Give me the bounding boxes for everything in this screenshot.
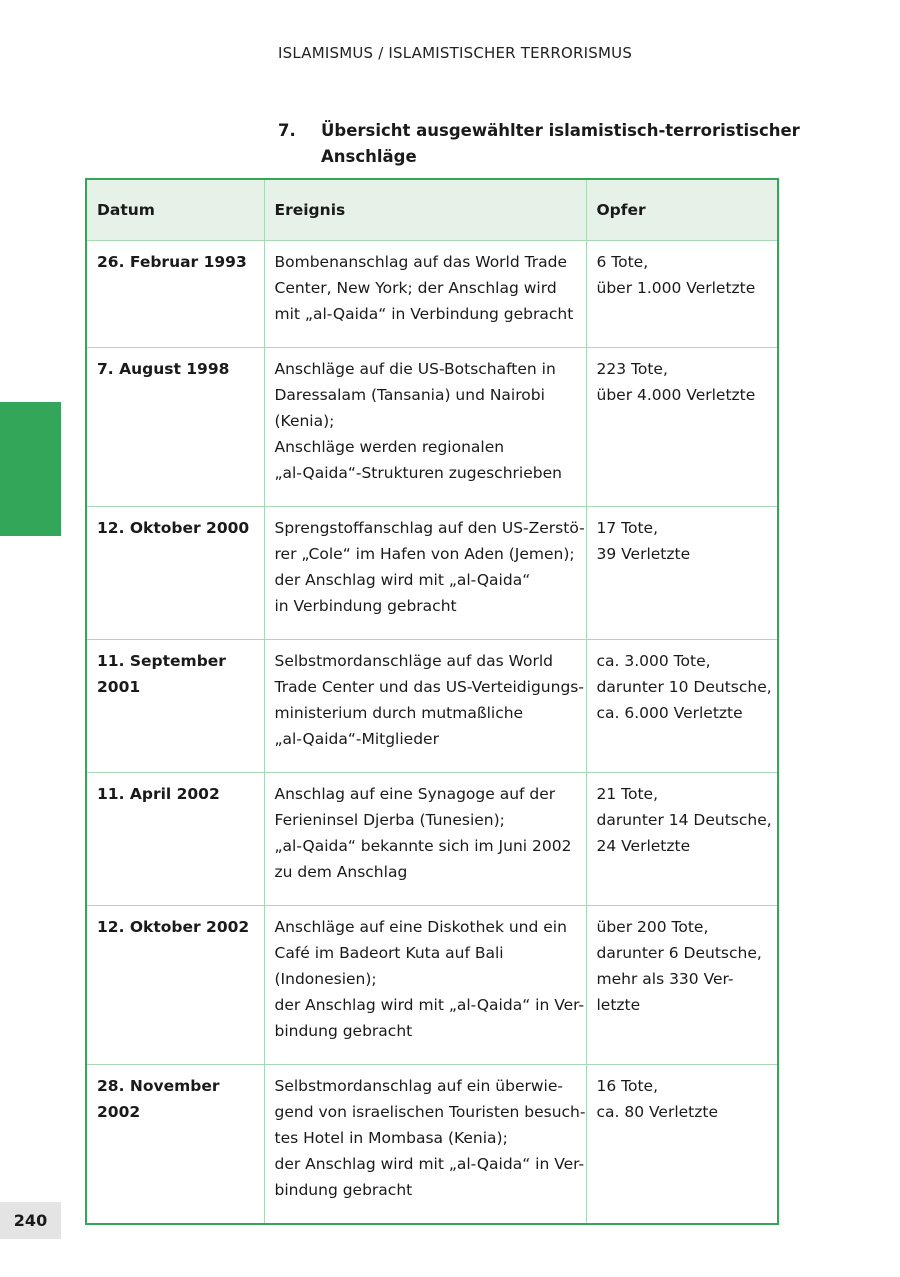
event-line: Selbstmordanschlag auf ein überwie-	[274, 1077, 563, 1095]
cell-date: 12. Oktober 2002	[86, 906, 264, 1065]
victims-line: mehr als 330 Ver-	[596, 970, 734, 988]
cell-date: 11. September 2001	[86, 640, 264, 773]
event-line: der Anschlag wird mit „al-Qaida“ in Ver-	[274, 1155, 585, 1173]
table-row	[86, 507, 778, 640]
victims-line: 21 Tote,	[596, 785, 659, 803]
table-row	[86, 348, 778, 507]
victims-line: ca. 3.000 Tote,	[596, 652, 711, 670]
cell-victims	[586, 640, 778, 773]
table-row	[86, 906, 778, 1065]
victims-line: 39 Verletzte	[596, 545, 691, 563]
table-row	[86, 640, 778, 773]
cell-victims	[586, 906, 778, 1065]
cell-event	[264, 773, 586, 906]
column-header-date: Datum	[86, 179, 264, 241]
event-line: rer „Cole“ im Hafen von Aden (Jemen);	[274, 545, 575, 563]
cell-date: 28. November 2002	[86, 1065, 264, 1225]
victims-line: ca. 80 Verletzte	[596, 1103, 719, 1121]
event-line: Anschläge auf die US-Botschaften in	[274, 360, 556, 378]
event-line: (Kenia);	[274, 412, 335, 430]
section-title-line: Anschläge	[321, 147, 417, 166]
attacks-table	[85, 178, 779, 1225]
page-number: 240	[0, 1202, 61, 1239]
victims-line: über 4.000 Verletzte	[596, 386, 756, 404]
event-line: „al-Qaida“ bekannte sich im Juni 2002	[274, 837, 572, 855]
event-line: Anschläge auf eine Diskothek und ein	[274, 918, 567, 936]
cell-event	[264, 348, 586, 507]
event-line: Bombenanschlag auf das World Trade	[274, 253, 568, 271]
event-line: „al-Qaida“-Strukturen zugeschrieben	[274, 464, 562, 482]
cell-date: 7. August 1998	[86, 348, 264, 507]
column-header-victims: Opfer	[586, 179, 778, 241]
cell-victims	[586, 1065, 778, 1225]
event-line: Center, New York; der Anschlag wird	[274, 279, 557, 297]
event-line: bindung gebracht	[274, 1181, 413, 1199]
running-header: ISLAMISMUS / ISLAMISTISCHER TERRORISMUS	[278, 44, 633, 62]
section-title	[321, 118, 800, 170]
table-row	[86, 1065, 778, 1225]
cell-victims	[586, 348, 778, 507]
victims-line: über 200 Tote,	[596, 918, 709, 936]
event-line: ministerium durch mutmaßliche	[274, 704, 524, 722]
victims-line: 17 Tote,	[596, 519, 659, 537]
table-row	[86, 241, 778, 348]
cell-event	[264, 507, 586, 640]
event-line: Café im Badeort Kuta auf Bali	[274, 944, 504, 962]
cell-victims	[586, 241, 778, 348]
table-row	[86, 773, 778, 906]
cell-event	[264, 241, 586, 348]
event-line: in Verbindung gebracht	[274, 597, 457, 615]
section-number: 7.	[278, 121, 296, 140]
victims-line: 6 Tote,	[596, 253, 649, 271]
table-header-row	[86, 179, 778, 241]
victims-line: darunter 14 Deutsche,	[596, 811, 772, 829]
event-line: Selbstmordanschläge auf das World	[274, 652, 554, 670]
cell-victims	[586, 773, 778, 906]
event-line: „al-Qaida“-Mitglieder	[274, 730, 439, 748]
victims-line: über 1.000 Verletzte	[596, 279, 756, 297]
event-line: mit „al-Qaida“ in Verbindung gebracht	[274, 305, 574, 323]
event-line: Sprengstoffanschlag auf den US-Zerstö-	[274, 519, 585, 537]
victims-line: 223 Tote,	[596, 360, 668, 378]
cell-event	[264, 906, 586, 1065]
event-line: Anschläge werden regionalen	[274, 438, 505, 456]
cell-event	[264, 640, 586, 773]
event-line: bindung gebracht	[274, 1022, 413, 1040]
column-header-event: Ereignis	[264, 179, 586, 241]
victims-line: darunter 10 Deutsche,	[596, 678, 772, 696]
chapter-tab-marker	[0, 402, 61, 536]
section-title-line: Übersicht ausgewählter islamistisch-terroristischer	[321, 121, 800, 140]
victims-line: 24 Verletzte	[596, 837, 691, 855]
event-line: zu dem Anschlag	[274, 863, 408, 881]
victims-line: ca. 6.000 Verletzte	[596, 704, 743, 722]
event-line: Daressalam (Tansania) und Nairobi	[274, 386, 545, 404]
victims-line: 16 Tote,	[596, 1077, 659, 1095]
event-line: Ferieninsel Djerba (Tunesien);	[274, 811, 505, 829]
event-line: Anschlag auf eine Synagoge auf der	[274, 785, 556, 803]
cell-date: 26. Februar 1993	[86, 241, 264, 348]
victims-line: letzte	[596, 996, 641, 1014]
cell-date: 12. Oktober 2000	[86, 507, 264, 640]
event-line: der Anschlag wird mit „al-Qaida“ in Ver-	[274, 996, 585, 1014]
event-line: tes Hotel in Mombasa (Kenia);	[274, 1129, 508, 1147]
cell-victims	[586, 507, 778, 640]
event-line: der Anschlag wird mit „al-Qaida“	[274, 571, 531, 589]
cell-event	[264, 1065, 586, 1225]
event-line: gend von israelischen Touristen besuch-	[274, 1103, 586, 1121]
victims-line: darunter 6 Deutsche,	[596, 944, 762, 962]
event-line: (Indonesien);	[274, 970, 377, 988]
event-line: Trade Center und das US-Verteidigungs-	[274, 678, 584, 696]
cell-date: 11. April 2002	[86, 773, 264, 906]
